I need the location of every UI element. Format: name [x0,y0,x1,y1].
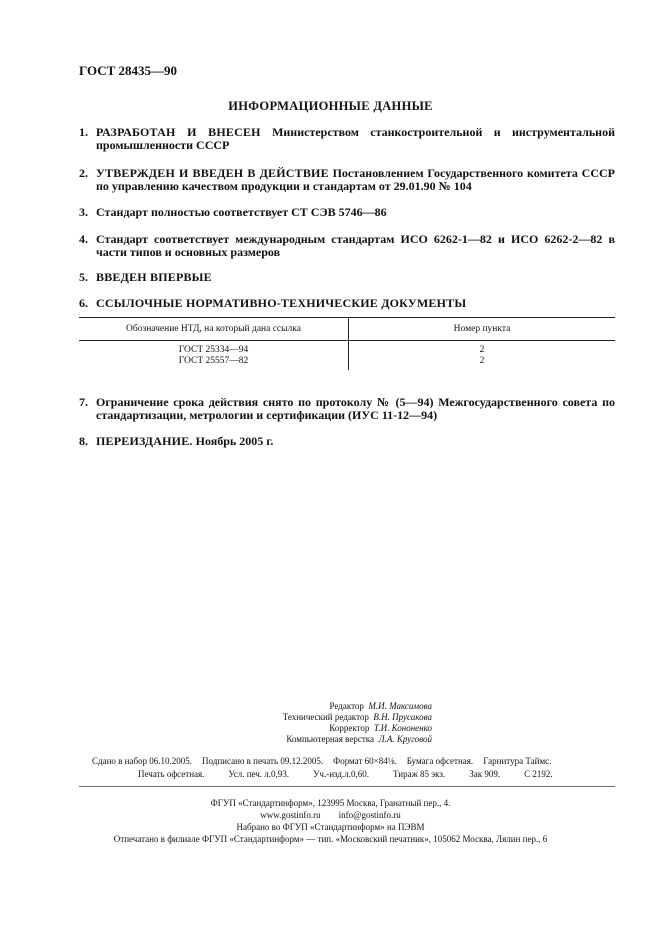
pub-field: Усл. печ. л.0,93. [228,769,290,779]
pub-field: Гарнитура Таймс. [483,756,552,766]
info-item-4 [79,233,615,259]
credit-role: Технический редактор [282,712,369,722]
table-header-designation: Обозначение НТД, на который дана ссылка [79,318,349,341]
item-text: Постановлением Государственного комитета СССР по управлению качеством продукции и стандартам от 29.01.90 № 104 [96,166,615,193]
table-header-clause: Номер пункта [349,318,616,341]
item-caps: ВВЕДЕН ВПЕРВЫЕ [96,270,212,284]
pub-field: С 2192. [524,769,553,779]
info-item-6 [79,297,615,310]
pub-field: Сдано в набор 06.10.2005. [92,756,193,766]
item-number: 4. [79,232,88,246]
item-number: 1. [79,125,88,139]
pub-field: Подписано в печать 09.12.2005. [202,756,324,766]
item-text: Ноябрь 2005 г. [192,434,274,448]
pub-field: Зак 909. [469,769,501,779]
credit-name: В.Н. Прусакова [373,712,432,722]
credit-role: Компьютерная верстка [286,734,374,744]
pub-field: Печать офсетная. [138,769,205,779]
footer-line-2: www.gostinfo.ru info@gostinfo.ru [260,810,401,820]
publishing-line-1 [92,756,561,766]
pub-field: Тираж 85 экз. [393,769,446,779]
item-caps: ПЕРЕИЗДАНИЕ. [96,434,193,448]
item-number: 8. [79,434,88,448]
item-text: Министерством станкостроительной и инструментальной промышленности СССР [96,125,615,152]
item-text: Ограничение срока действия снято по протоколу № (5—94) Межгосударственного совета по стандартизации, метрологии и сертификации (ИУС 11-12—94) [96,395,615,422]
item-text: Стандарт полностью соответствует СТ СЭВ 5746—86 [96,205,387,219]
document-code-header: ГОСТ 28435—90 [79,63,178,78]
pub-field: Бумага офсетная. [406,756,474,766]
section-title: ИНФОРМАЦИОННЫЕ ДАННЫЕ [228,99,433,113]
footer-line-3: Набрано во ФГУП «Стандартинформ» на ПЭВМ [236,822,425,832]
pub-field: Уч.-изд.л.0,60. [313,769,369,779]
pub-field: Формат 60×84⅛. [333,756,397,766]
table-cell-designations: ГОСТ 25334—94 ГОСТ 25557—82 [79,341,349,371]
credits-block [260,701,432,745]
info-item-1 [79,126,615,152]
table-cell-clauses: 2 2 [479,345,485,366]
item-number: 5. [79,270,88,284]
divider [79,786,615,787]
credit-role: Редактор [329,701,364,711]
item-caps: РАЗРАБОТАН И ВНЕСЕН [96,125,261,139]
item-number: 2. [79,166,88,180]
table-row [79,341,615,371]
credit-name: Т.И. Кононенко [373,723,432,733]
item-caps: ССЫЛОЧНЫЕ НОРМАТИВНО-ТЕХНИЧЕСКИЕ ДОКУМЕНТЫ [96,296,467,310]
item-caps: УТВЕРЖДЕН И ВВЕДЕН В ДЕЙСТВИЕ [96,166,329,180]
credit-role: Корректор [329,723,370,733]
item-number: 7. [79,395,88,409]
item-number: 6. [79,296,88,310]
info-item-7 [79,396,615,422]
info-item-8 [79,435,615,448]
item-text: Стандарт соответствует международным стандартам ИСО 6262-1—82 и ИСО 6262-2—82 в части типов и основных размеров [96,232,615,259]
footer-line-1: ФГУП «Стандартинформ», 123995 Москва, Гранатный пер., 4. [210,798,451,808]
publishing-line-2 [138,769,577,779]
references-table [79,317,615,370]
info-item-3 [79,206,615,219]
item-number: 3. [79,205,88,219]
info-item-5 [79,271,615,284]
footer-line-4: Отпечатано в филиале ФГУП «Стандартинформ» — тип. «Московский печатник», 105062 Москва, Лялин пер., 6 [113,834,548,844]
credit-name: М.И. Максимова [368,701,432,711]
credit-name: Л.А. Круговой [378,734,432,744]
info-item-2 [79,167,615,193]
